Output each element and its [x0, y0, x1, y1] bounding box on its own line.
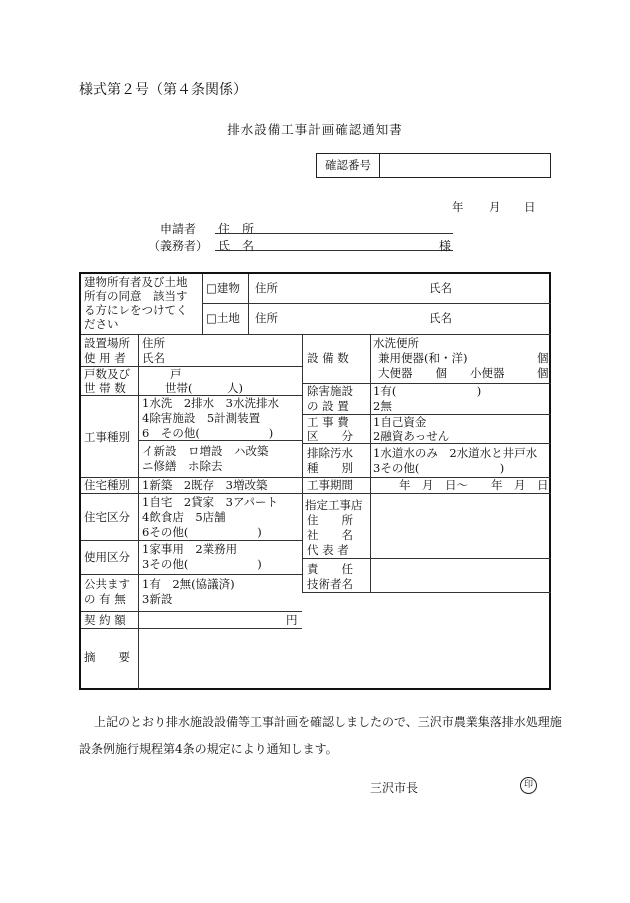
harm-line-1[interactable]: 1有( ) [373, 384, 482, 398]
housing-class-line-3[interactable]: 6その他( ) [142, 525, 262, 539]
consent-label-line-3: る方にレをつけてく [84, 303, 188, 317]
contractor-label-3: 社 名 [307, 528, 353, 542]
remarks-label: 摘 要 [84, 650, 130, 664]
consent-building-name: 氏名 [429, 281, 452, 295]
consent-land-name: 氏名 [429, 311, 452, 325]
contractor-label-2: 住 所 [307, 513, 353, 527]
usage-line-1[interactable]: 1家事用 2業務用 [142, 542, 238, 556]
equipment-unit-1: 個 [537, 351, 549, 365]
work-kind-option-line-2[interactable]: ニ修繕 ホ除去 [142, 459, 223, 473]
equipment-unit-2: 個 [537, 366, 549, 380]
equipment-line-1: 水洗便所 [373, 336, 419, 350]
usage-line-2[interactable]: 3その他( ) [142, 557, 262, 571]
work-type-option-line-2[interactable]: 4除害施設 5計測装置 [142, 411, 261, 425]
households-unit: 戸 [170, 367, 182, 381]
applicant-address-label: 住 所 [218, 222, 255, 236]
form-table [79, 272, 551, 690]
consent-label-line-2: 所有の同意 該当す [84, 289, 188, 303]
cost-label-1: 工 事 費 [307, 415, 349, 429]
engineer-label-2: 技術者名 [307, 577, 353, 591]
housing-class-line-2[interactable]: 4飲食店 5店舗 [142, 510, 226, 524]
households-label-1: 戸数及び [84, 367, 130, 381]
contract-label: 契 約 額 [84, 613, 126, 627]
seal-mark: 印 [520, 777, 537, 794]
applicant-address-line[interactable] [215, 233, 453, 234]
date-year: 年 [452, 200, 464, 214]
contractor-label-4: 代 表 者 [307, 543, 349, 557]
housing-class-line-1[interactable]: 1自宅 2貸家 3アパート [142, 495, 279, 509]
contract-unit: 円 [286, 613, 298, 627]
date-month: 月 [489, 200, 501, 214]
shared-label-2: の 有 無 [84, 592, 126, 606]
period-label: 工事期間 [307, 478, 353, 492]
contractor-label-1: 指定工事店 [305, 498, 363, 512]
obligor-label: （義務者） [148, 239, 209, 253]
mayor-signature: 三沢市長 [370, 781, 419, 795]
confirmation-number-box [316, 153, 551, 178]
applicant-name-label: 氏 名 [218, 239, 255, 253]
housing-class-label: 住宅区分 [84, 510, 130, 524]
households-label-2: 世 帯 数 [84, 381, 126, 395]
equipment-label: 設 備 数 [307, 351, 349, 365]
harm-line-2[interactable]: 2無 [373, 399, 392, 413]
work-type-option-line-1[interactable]: 1水洗 2排水 3水洗排水 [142, 396, 279, 410]
location-name[interactable]: 氏名 [142, 351, 165, 365]
equipment-line-2[interactable]: 兼用便器(和・洋) [378, 351, 468, 365]
work-type-option-line-3[interactable]: 6 その他( ) [142, 426, 274, 440]
work-kind-option-line-1[interactable]: イ新設 ロ増設 ハ改築 [142, 444, 269, 458]
period-value[interactable]: 年 月 日〜 年 月 日 [399, 478, 549, 492]
work-type-label: 工事種別 [84, 430, 130, 444]
applicant-label: 申請者 [160, 222, 197, 236]
engineer-label-1: 責 任 [307, 562, 353, 576]
harm-label-2: の 設 置 [307, 399, 349, 413]
consent-building-checkbox[interactable]: □建物 [206, 281, 240, 295]
housing-type-label: 住宅種別 [84, 478, 130, 492]
confirmation-number-label: 確認番号 [317, 154, 380, 177]
sewage-label-1: 排除汚水 [307, 446, 353, 460]
consent-label-line-1: 建物所有者及び土地 [84, 275, 188, 289]
shared-line-2[interactable]: 3新設 [142, 592, 173, 606]
sewage-line-2[interactable]: 3その他( ) [373, 461, 505, 475]
honorific-sama: 様 [439, 239, 452, 253]
cost-line-2[interactable]: 2融資あっせん [373, 429, 450, 443]
consent-building-address: 住所 [255, 281, 278, 295]
housing-type-options[interactable]: 1新築 2既存 3増改築 [142, 478, 268, 492]
shared-line-1[interactable]: 1有 2無(協議済) [142, 577, 235, 591]
harm-label-1: 除害施設 [307, 384, 353, 398]
cost-line-1[interactable]: 1自己資金 [373, 415, 427, 429]
households-detail[interactable]: 世帯( 人) [165, 381, 243, 395]
closing-text-line-1: 上記のとおり排水施設設備等工事計画を確認しましたので、三沢市農業集落排水処理施 [94, 715, 562, 729]
usage-label: 使用区分 [84, 550, 130, 564]
location-label-2: 使 用 者 [84, 351, 126, 365]
shared-label-1: 公共ます [84, 577, 130, 591]
closing-text-line-2: 設条例施行規程第4条の規定により通知します。 [79, 742, 338, 756]
date-day: 日 [524, 200, 536, 214]
consent-land-checkbox[interactable]: □土地 [206, 311, 240, 325]
location-address[interactable]: 住所 [142, 336, 165, 350]
sewage-label-2: 種 別 [307, 461, 353, 475]
sewage-line-1[interactable]: 1水道水のみ 2水道水と井戸水 [373, 446, 538, 460]
consent-label-line-4: ださい [84, 317, 119, 331]
document-title: 排水設備工事計画確認通知書 [227, 122, 403, 137]
applicant-name-line[interactable] [215, 250, 453, 251]
equipment-line-3[interactable]: 大便器 個 小便器 [378, 366, 505, 380]
cost-label-2: 区 分 [307, 429, 353, 443]
form-number: 様式第２号（第４条関係） [79, 82, 247, 98]
consent-land-address: 住所 [255, 311, 278, 325]
location-label-1: 設置場所 [84, 336, 130, 350]
